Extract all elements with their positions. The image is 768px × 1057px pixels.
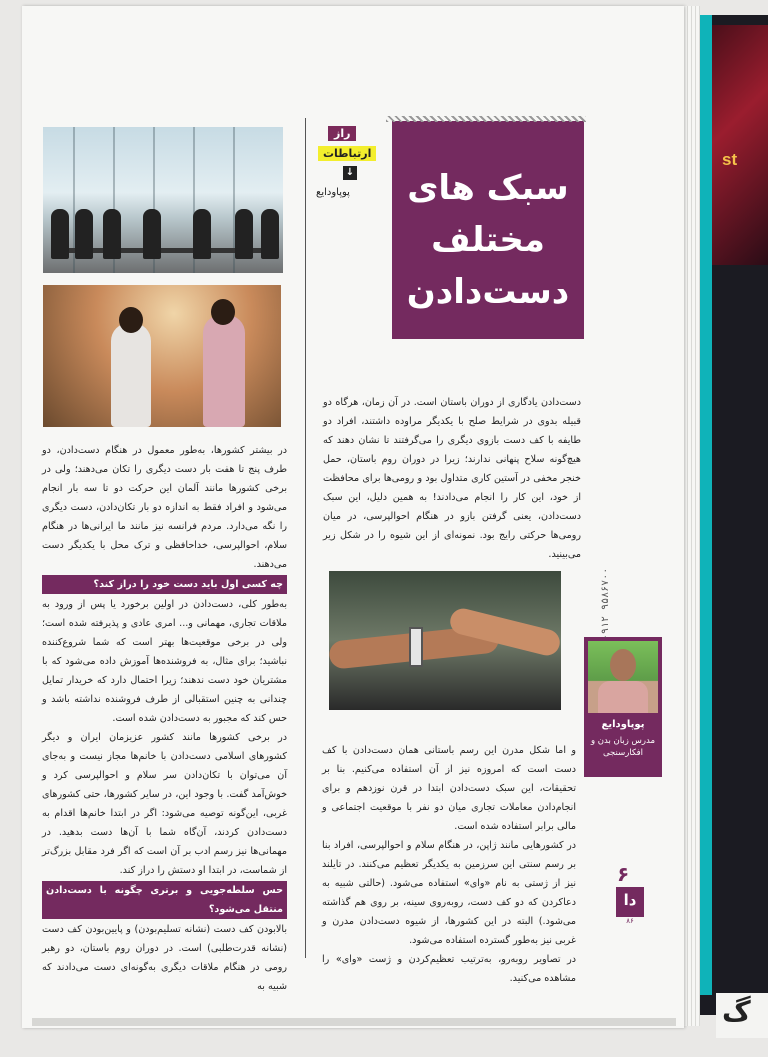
page-bottom-edge (32, 1018, 676, 1026)
author-role: مدرس زبان بدن و افکارسنجی (590, 736, 656, 758)
subheading: چه کسی اول باید دست خود را دراز کند؟ (42, 575, 287, 594)
bottom-logo: گ (716, 993, 768, 1038)
arrow-down-icon: ↓ (343, 166, 357, 180)
magazine-logo: دا (616, 887, 644, 917)
teal-spine (700, 15, 712, 995)
author-photo (588, 641, 658, 713)
arm-grip-photo (329, 571, 561, 710)
page-number: ۶ (617, 862, 630, 886)
phone-number: ۰۹۱۲ ۹۵۸۶۷۰۰ (600, 567, 611, 640)
background-magazine (700, 15, 768, 1028)
issue-number: ۸۶ (626, 917, 634, 925)
paragraph: در تصاویر روبه‌رو، به‌ترتیب تعظیم‌کردن و ژست «وای» را مشاهده می‌کنید. (322, 954, 576, 984)
author-card (584, 637, 662, 777)
section-tag: راز (328, 126, 356, 141)
section-subtag: ارتباطات (318, 146, 376, 161)
cover-image (712, 25, 768, 265)
column-divider (305, 118, 306, 958)
office-handshake-photo (43, 127, 283, 273)
author-name: پوپاودایع (601, 719, 645, 730)
wai-greeting-photo (43, 285, 281, 427)
paragraph: بالا‌بودن کف دست (نشانه تسلیم‌بودن) و پایین‌بودن کف دست (نشانه قدرت‌طلبی) است. در دوران روم باستان، دو رهبر رومی در هنگام ملاقات دیگری به‌گونه‌ای دست می‌دادند که شبیه به (42, 924, 287, 992)
intro-text: دست‌دادن یادگاری از دوران باستان است. در آن زمان، هرگاه دو قبیله بدوی در شرایط صلح با یکدیگر مراوده داشتند، افراد دو طایفه با کف دست بازوی دیگری را می‌گرفتند تا نشان دهند که هیچ‌گونه سلاح پنهانی ندارند؛ زیرا در دوران روم باستان، حمل خنجر مخفی در آستین کاری متداول بود و رومی‌ها برای محافظت از خود، این کار را انجام می‌دادند! به همین دلیل، این سبک دست‌دادن، یعنی گرفتن بازو در هنگام احوالپرسی، در میان رومی‌ها حرکتی رایج بود. نمونه‌ای از این شیوه را در شکل زیر می‌بینید. (323, 397, 581, 560)
byline: پوپاودایع (316, 187, 350, 198)
paragraph: به‌طور کلی، دست‌دادن در اولین برخورد یا پس از ورود به ملاقات تجاری، مهمانی و... امری عادی و پذیرفته شده است؛ ولی در برخی موقعیت‌ها بهتر است که شما شروع‌کننده نباشید؛ برای مثال، به فروشنده‌ها آموزش داده می‌شود که با مشتریان خود دست ندهند؛ زیرا احتمال دارد که خریدار تمایل چندانی به چنین استقبالی از طرف فروشنده نداشته باشد و حس کند که مجبور به دست‌دادن شده است. (42, 599, 287, 724)
left-column-body (42, 441, 287, 996)
paragraph: و اما شکل مدرن این رسم باستانی همان دست‌دادن با کف دست است که امروزه نیز از آن استفاده می‌کنیم. بنا بر تحقیقات، این سبک دست‌دادن ابتدا در قرن نوزدهم و برای انجام‌دادن معاملات تجاری میان دو نفر با موقعیت اجتماعی و مالی برابر استفاده شده است. (322, 745, 576, 832)
paragraph: در بیشتر کشورها، به‌طور معمول در هنگام دست‌دادن، دو طرف پنج تا هفت بار دست دیگری را تکان می‌دهند؛ ولی در برخی کشورها مانند آلمان این حرکت دو تا سه بار انجام می‌شود و افراد فقط به اندازه دو بار تکان‌دادن، دست دیگری را نگه می‌دارد. مردم فرانسه نیز مانند ما ایرانی‌ها در هنگام سلام، احوالپرسی، خداحافظی و ترک محل با یکدیگر دست می‌دهند. (42, 445, 287, 570)
title-block (392, 121, 584, 339)
paragraph: در برخی کشورها مانند کشور عزیزمان ایران و دیگر کشورهای اسلامی دست‌دادن با خانم‌ها مجاز نیست و به‌جای آن می‌توان با تکان‌دادن سر سلام و احوالپرسی کرد و خوش‌آمد گفت. با وجود این، در سایر کشورها، حتی کشورهای غربی، این‌گونه توصیه می‌شود: اگر در ابتدا خانم‌ها اقدام به دست‌دادن کردند، آن‌گاه شما با آن‌ها دست بدهید. در مهمانی‌ها نیز رسم ادب بر آن است که اگر فرد مقابل بزرگ‌تر از شماست، در ابتدا او دستش را دراز کند. (42, 732, 287, 876)
article-title: سبک های مختلف دست‌دادن (406, 168, 570, 312)
cover-text: st (722, 150, 738, 169)
paragraph: در کشورهایی مانند ژاپن، در هنگام سلام و احوالپرسی، افراد بنا بر رسم سنتی این سرزمین به یکدیگر تعظیم می‌کنند. در تایلند نیز از ژستی به نام «وای» استفاده می‌شود. (حالتی شبیه به دعاکردن که دو کف دست، روبه‌روی سینه، بر روی هم گذاشته می‌شود.) البته در این کشورها، از شیوه دست‌دادن مدرن و غربی نیز به‌طور گسترده استفاده می‌شود. (322, 840, 576, 946)
right-column-body (322, 741, 576, 988)
subheading: حس سلطه‌جویی و برتری چگونه با دست‌دادن منتقل می‌شود؟ (42, 881, 287, 919)
